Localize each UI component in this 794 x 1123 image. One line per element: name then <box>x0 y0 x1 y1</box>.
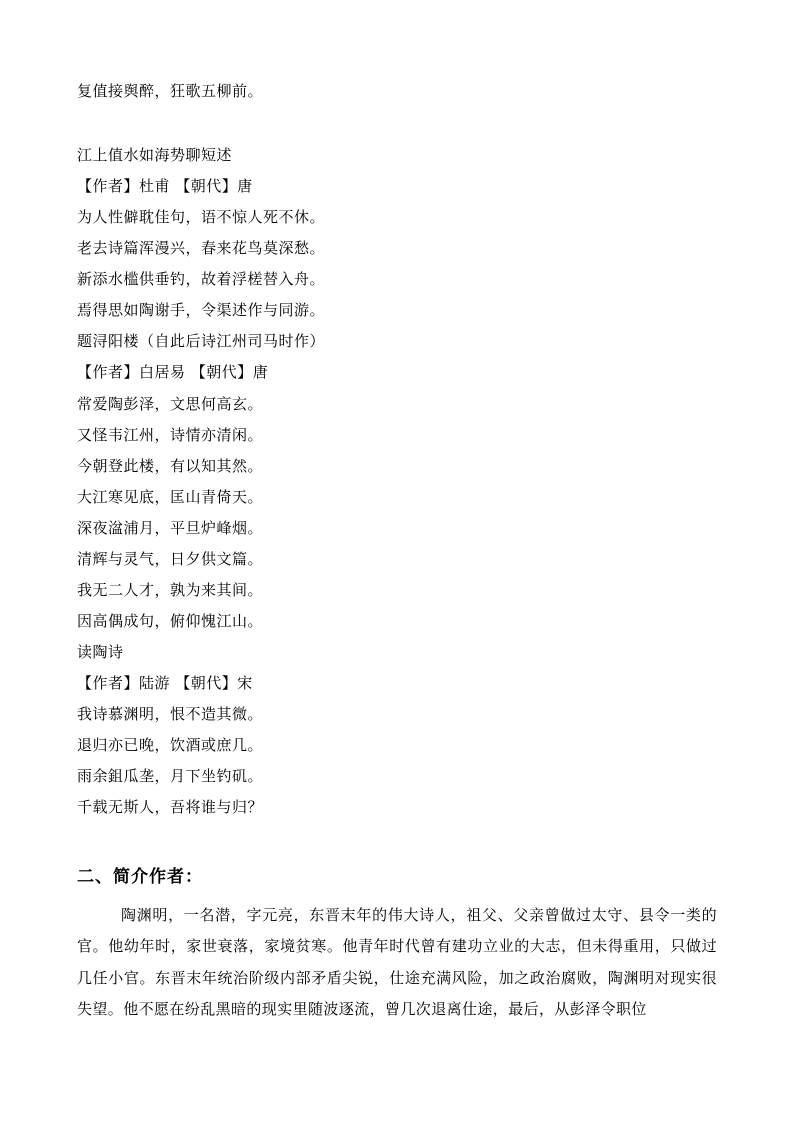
author-intro-paragraph: 陶渊明，一名潜，字元亮，东晋末年的伟大诗人，祖父、父亲曾做过太守、县令一类的官。他幼年时，家世衰落，家境贫寒。他青年时代曾有建功立业的大志，但未得重用，只做过几任小官。东晋末年统治阶级内部矛盾尖锐，仕途充满风险，加之政治腐败，陶渊明对现实很失望。他不愿在纷乱黑暗的现实里随波逐流，曾几次退离仕途，最后，从彭泽令职位 <box>77 906 717 1018</box>
poem-title: 题浔阳楼（自此后诗江州司马时作） <box>77 332 326 350</box>
poem-line: 新添水槛供垂钓，故着浮槎替入舟。 <box>77 270 326 288</box>
poem-line: 为人性僻耽佳句，语不惊人死不休。 <box>77 208 326 226</box>
poem-line: 大江寒见底，匡山青倚天。 <box>77 488 264 506</box>
poem-line: 今朝登此楼，有以知其然。 <box>77 457 264 475</box>
author-line: 【作者】陆游 【朝代】宋 <box>77 674 253 692</box>
section-heading: 二、简介作者： <box>77 867 203 887</box>
poem-title: 江上值水如海势聊短述 <box>77 146 233 164</box>
poem-line: 我无二人才，孰为来其间。 <box>77 581 264 599</box>
poem-line: 退归亦已晚，饮酒或庶几。 <box>77 736 264 754</box>
poem-line: 清辉与灵气，日夕供文篇。 <box>77 550 264 568</box>
author-line: 【作者】杜甫 【朝代】唐 <box>77 177 253 195</box>
poem-line: 千载无斯人，吾将谁与归？ <box>77 798 264 816</box>
poem-title: 读陶诗 <box>77 643 124 661</box>
poem-line: 深夜湓浦月，平旦炉峰烟。 <box>77 519 264 537</box>
poem-line: 我诗慕渊明，恨不造其微。 <box>77 705 264 723</box>
poem-line: 雨余鉏瓜垄，月下坐钓矶。 <box>77 767 264 785</box>
poem-line: 常爱陶彭泽，文思何高玄。 <box>77 395 264 413</box>
poem-line: 又怪韦江州，诗情亦清闲。 <box>77 426 264 444</box>
author-line: 【作者】白居易 【朝代】唐 <box>77 363 269 381</box>
poem-line: 焉得思如陶谢手，令渠述作与同游。 <box>77 301 326 319</box>
poem-line: 老去诗篇浑漫兴，春来花鸟莫深愁。 <box>77 239 326 257</box>
poem-line: 因高偶成句，俯仰愧江山。 <box>77 612 264 630</box>
poem-line: 复值接舆醉，狂歌五柳前。 <box>77 82 264 100</box>
